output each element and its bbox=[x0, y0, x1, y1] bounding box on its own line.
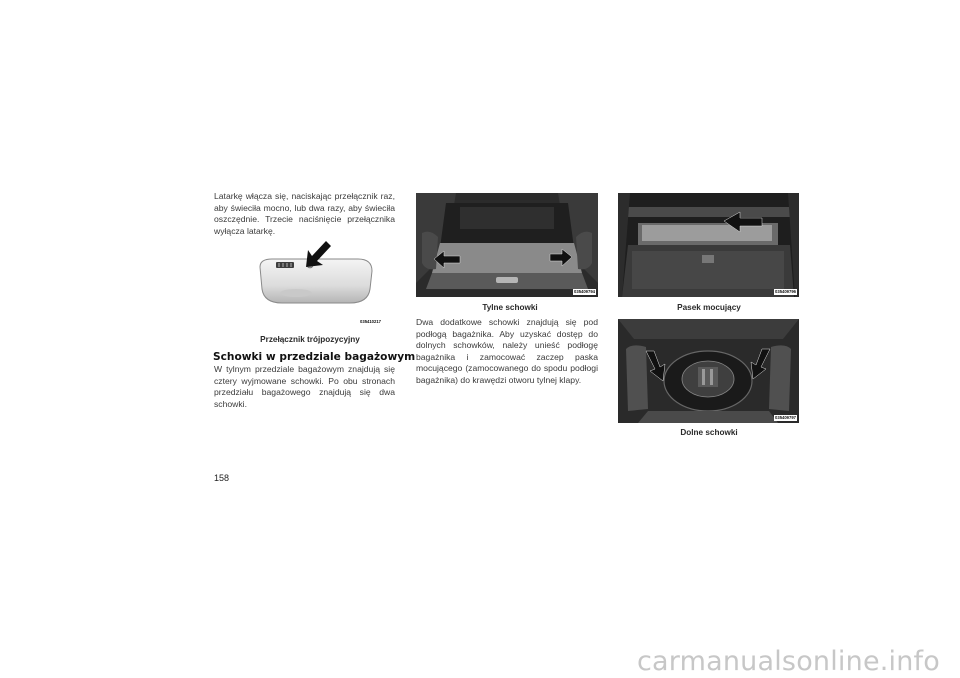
section-heading: Schowki w przedziale bagażowym bbox=[213, 351, 416, 363]
figure-caption-lower-bins: Dolne schowki bbox=[680, 428, 738, 437]
switch-illustration bbox=[238, 237, 384, 327]
rear-bins-photo bbox=[416, 193, 598, 297]
strap-photo bbox=[618, 193, 799, 297]
figure-code-strap: 035409796 bbox=[775, 289, 796, 294]
page-number: 158 bbox=[214, 473, 230, 483]
lower-bins-photo bbox=[618, 319, 799, 423]
figure-caption-strap: Pasek mocujący bbox=[677, 303, 741, 312]
figure-caption-switch: Przełącznik trójpozycyjny bbox=[260, 335, 360, 344]
figure-code-lower-bins: 035409797 bbox=[775, 415, 796, 420]
watermark-text: carmanualsonline.info bbox=[637, 646, 940, 677]
intro-paragraph: Latarkę włącza się, naciskając przełącznik raz, aby świeciła mocno, lub dwa razy, aby świeciła oszczędnie. Trzecie naciśnięcie przełącznika wyłącza latarkę. bbox=[214, 191, 395, 236]
right-paragraph: Dwa dodatkowe schowki znajdują się pod podłogą bagażnika. Aby uzyskać dostęp do dolnych schowków, należy unieść podłogę bagażnika i zamocować zaczep paska mocującego (zamocowanego do spodu podłogi bagażnika) do krawędzi otworu tylnej klapy. bbox=[416, 317, 598, 385]
left-paragraph: W tylnym przedziale bagażowym znajdują się cztery wyjmowane schowki. Po obu stronach przedziału bagażowego znajdują się dwa schowki. bbox=[214, 364, 395, 409]
figure-caption-rear-bins: Tylne schowki bbox=[482, 303, 538, 312]
figure-code-switch: 035410217 bbox=[360, 319, 381, 324]
figure-code-rear-bins: 035409794 bbox=[574, 289, 595, 294]
